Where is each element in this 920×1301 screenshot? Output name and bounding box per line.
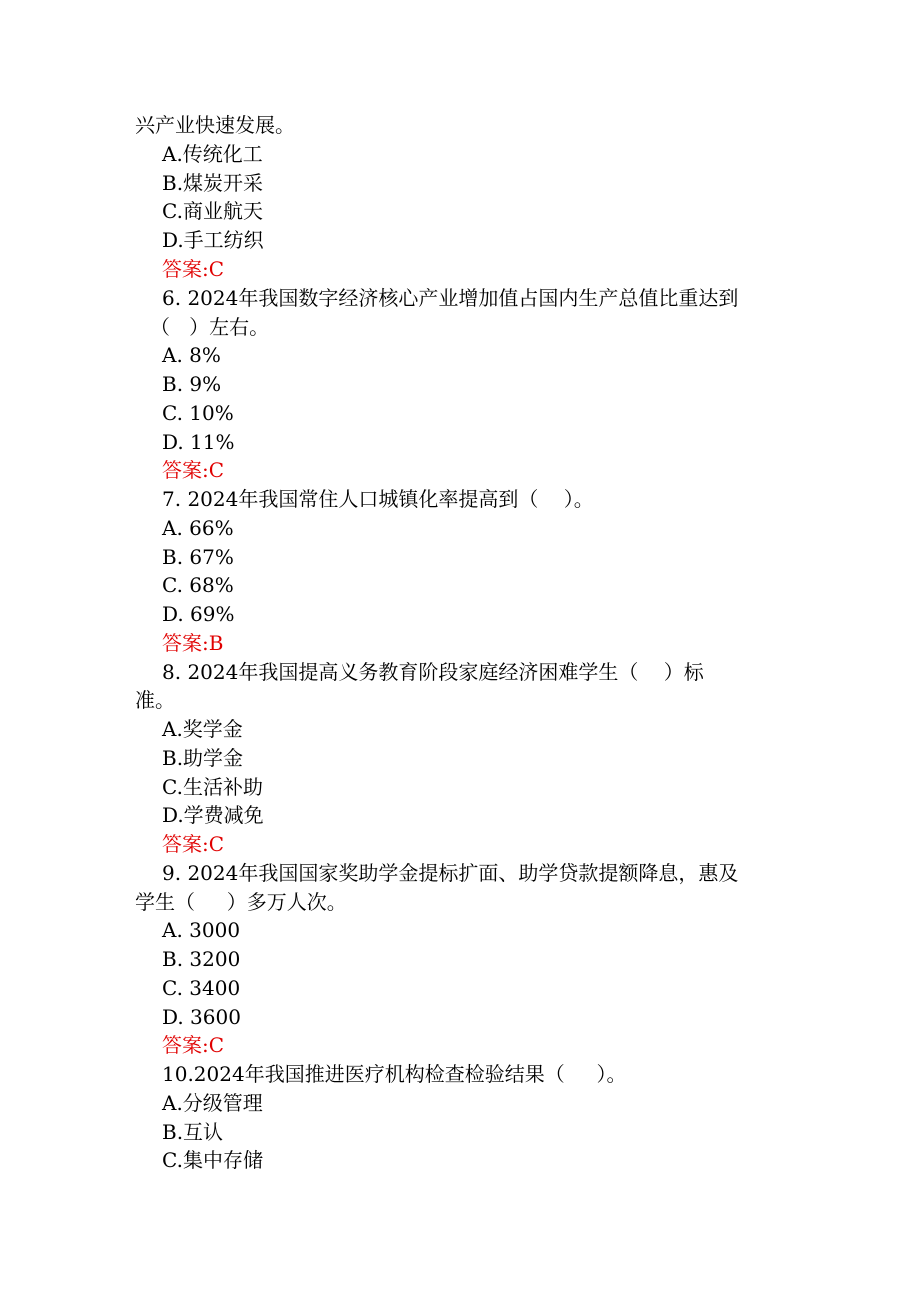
question-6-option-b: B. 9% [162,372,222,396]
question-10-option-a: A.分级管理 [162,1091,263,1115]
question-10-option-c: C.集中存储 [162,1148,263,1172]
question-8-stem-line-1: 8. 2024年我国提高义务教育阶段家庭经济困难学生（ ）标 [162,660,704,684]
question-8-answer: 答案:C [162,832,225,856]
question-5-option-b: B.煤炭开采 [162,171,264,195]
question-9-option-a: A. 3000 [162,918,241,942]
question-7-option-a: A. 66% [162,516,234,540]
question-6-option-d: D. 11% [162,430,235,454]
question-10-option-b: B.互认 [162,1120,224,1144]
question-9-stem-line-1: 9. 2024年我国国家奖助学金提标扩面、助学贷款提额降息，惠及 [162,861,739,885]
question-9-option-b: B. 3200 [162,947,241,971]
question-9-option-d: D. 3600 [162,1005,241,1029]
question-7-option-c: C. 68% [162,573,234,597]
question-6-stem-line-1: 6. 2024年我国数字经济核心产业增加值占国内生产总值比重达到 [162,286,739,310]
question-9-option-c: C. 3400 [162,976,241,1000]
question-7-option-d: D. 69% [162,602,235,626]
question-9-answer: 答案:C [162,1033,225,1057]
question-8-option-d: D.学费减免 [162,803,264,827]
question-6-answer: 答案:C [162,458,225,482]
question-8-option-b: B.助学金 [162,746,244,770]
question-5-stem-continuation: 兴产业快速发展。 [135,113,295,137]
question-8-option-a: A.奖学金 [162,717,243,741]
question-5-option-d: D.手工纺织 [162,228,264,252]
question-6-option-a: A. 8% [162,343,221,367]
question-6-stem-line-2: （ ）左右。 [150,315,270,339]
question-6-option-c: C. 10% [162,401,234,425]
question-9-stem-line-2: 学生（ ）多万人次。 [135,890,347,914]
question-8-stem-line-2: 准。 [135,688,175,712]
question-5-answer: 答案:C [162,257,225,281]
question-7-answer: 答案:B [162,631,224,655]
question-7-stem-line-1: 7. 2024年我国常住人口城镇化率提高到（ ）。 [162,487,594,511]
question-8-option-c: C.生活补助 [162,775,263,799]
question-5-option-a: A.传统化工 [162,142,263,166]
question-7-option-b: B. 67% [162,545,234,569]
question-5-option-c: C.商业航天 [162,199,263,223]
question-10-stem-line-1: 10.2024年我国推进医疗机构检查检验结果（ ）。 [162,1062,627,1086]
